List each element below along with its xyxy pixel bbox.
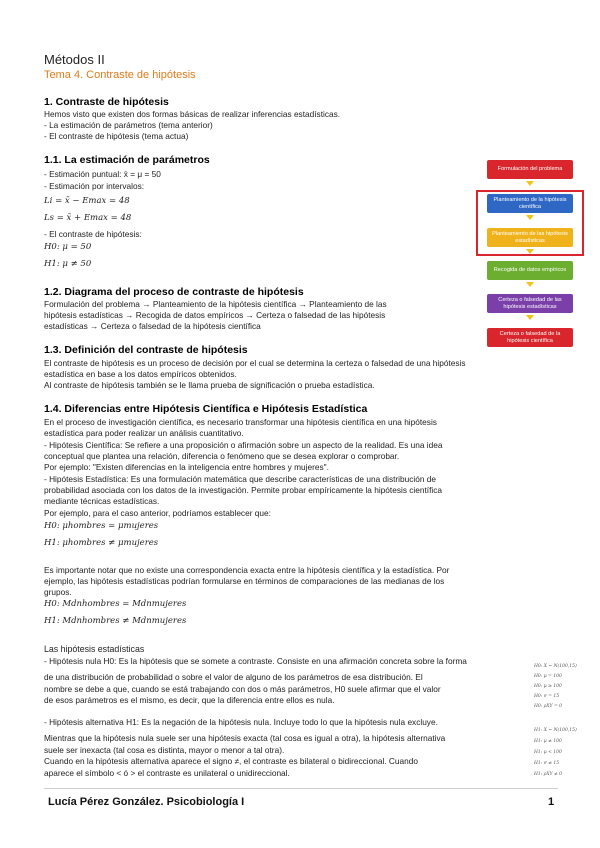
paragraph-line: nombre se debe a que, cuando se está trabajando con dos o más parámetros, H0 suele afirmar que el valor [44, 684, 441, 694]
paragraph-line: de una distribución de probabilidad o sobre el valor de alguno de los parámetros de esa distribución. El [44, 672, 423, 682]
paragraph-line: conceptual que plantea una relación, diferencia o fenómeno que se desea explorar o comprobar. [44, 451, 400, 461]
sidenote-line: H0: μ = 100 [534, 674, 562, 679]
sidenote-line: H0: σ = 15 [534, 694, 560, 699]
mean-alt-hypothesis-formula: H1: μhombres ≠ μmujeres [44, 538, 159, 548]
page-number: 1 [548, 796, 555, 808]
sidenote-line: H0: μ ≥ 100 [534, 684, 562, 689]
sidenote-line: H1: ρXY ≠ 0 [534, 772, 563, 777]
paragraph-line: En el proceso de investigación científica, es necesario transformar una hipótesis científica en una hipótesis [44, 417, 437, 427]
null-hypothesis-formula: H0: μ = 50 [44, 242, 92, 252]
flow-step-scientific-certainty: Certeza o falsedad de la hipótesis científica [487, 328, 573, 347]
document-title: Métodos II [44, 52, 105, 67]
paragraph-line: - Hipótesis alternativa H1: Es la negación de la hipótesis nula. Incluye todo lo que la hipótesis nula excluye. [44, 717, 438, 727]
flow-step-scientific-hypothesis: Planteamiento de la hipótesis científica [487, 194, 573, 213]
section-1-2-heading: 1.2. Diagrama del proceso de contraste de hipótesis [44, 286, 304, 298]
section-1-1-heading: 1.1. La estimación de parámetros [44, 154, 210, 166]
paragraph-line: Hemos visto que existen dos formas básicas de realizar inferencias estadísticas. [44, 109, 341, 119]
flow-arrow-icon [526, 315, 534, 320]
paragraph-line: Por ejemplo, para el caso anterior, podríamos establecer que: [44, 508, 271, 518]
paragraph-line: El contraste de hipótesis es un proceso de decisión por el cual se determina la certeza o falsedad de una hipótesis [44, 358, 466, 368]
subsection-heading: Las hipótesis estadísticas [44, 644, 145, 654]
upper-limit-formula: Ls = x̄ + Emax = 48 [44, 213, 132, 223]
flow-arrow-icon [526, 181, 534, 186]
mean-null-hypothesis-formula: H0: μhombres = μmujeres [44, 521, 159, 531]
paragraph-line: - Hipótesis nula H0: Es la hipótesis que se somete a contraste. Consiste en una afirmación concreta sobre la forma [44, 656, 467, 666]
flow-arrow-icon [526, 282, 534, 287]
paragraph-line: hipótesis estadísticas → Recogida de datos empíricos → Certeza o falsedad de las hipótesis [44, 310, 386, 320]
alt-hypothesis-formula: H1: μ ≠ 50 [44, 259, 92, 269]
interval-estimation-line: - Estimación por intervalos: [44, 181, 145, 191]
paragraph-line: grupos. [44, 587, 72, 597]
paragraph-line: suele ser inexacta (tal cosa es distinta, mayor o menor a tal otra). [44, 745, 285, 755]
footer-divider [44, 788, 558, 789]
flow-step-problem: Formulación del problema [487, 160, 573, 179]
paragraph-line: ejemplo, las hipótesis estadísticas podrían formularse en términos de comparaciones de las medianas de los [44, 576, 445, 586]
sidenote-line: H0: ρXY = 0 [534, 704, 563, 709]
paragraph-line: aparece el símbolo < ó > el contraste es unilateral o unidireccional. [44, 768, 290, 778]
sidenote-line: H1: σ ≠ 15 [534, 761, 560, 766]
paragraph-line: de esos parámetros es el mismo, es decir, que la diferencia entre ellos es nula. [44, 695, 335, 705]
median-alt-hypothesis-formula: H1: Mdnhombres ≠ Mdnmujeres [44, 616, 187, 626]
paragraph-line: - Hipótesis Científica: Se refiere a una proposición o afirmación sobre un aspecto de la realidad. Es una idea [44, 440, 443, 450]
paragraph-line: Formulación del problema → Planteamiento de la hipótesis científica → Planteamiento de las [44, 299, 387, 309]
flow-step-statistical-hypotheses: Planteamiento de las hipótesis estadísticas [487, 228, 573, 247]
section-1-heading: 1. Contraste de hipótesis [44, 96, 169, 108]
flow-step-data-collection: Recogida de datos empíricos [487, 261, 573, 280]
paragraph-line: - El contraste de hipótesis (tema actua) [44, 131, 189, 141]
median-null-hypothesis-formula: H0: Mdnhombres = Mdnmujeres [44, 599, 187, 609]
paragraph-line: Al contraste de hipótesis también se le llama prueba de significación o prueba estadística. [44, 380, 375, 390]
paragraph-line: probabilidad asociada con los datos de la investigación. Permite probar empíricamente la hipótesis científica [44, 485, 443, 495]
lower-limit-formula: Li = x̄ − Emax = 48 [44, 196, 130, 206]
paragraph-line: estadísticas → Certeza o falsedad de la hipótesis científica [44, 321, 261, 331]
paragraph-line: Cuando en la hipótesis alternativa aparece el signo ≠, el contraste es bilateral o bidireccional. Cuando [44, 756, 418, 766]
paragraph-line: estadística en base a los datos empíricos obtenidos. [44, 369, 237, 379]
section-1-3-heading: 1.3. Definición del contraste de hipótesis [44, 344, 248, 356]
sidenote-line: H1: X ~ N(100,15) [534, 728, 577, 733]
highlight-frame [476, 190, 584, 256]
paragraph-line: mediante técnicas estadísticas. [44, 496, 160, 506]
sidenote-line: H1: μ ≠ 100 [534, 739, 562, 744]
paragraph-line: Por ejemplo: "Existen diferencias en la inteligencia entre hombres y mujeres". [44, 462, 329, 472]
footer-author: Lucía Pérez González. Psicobiología I [48, 796, 245, 808]
paragraph-line: Es importante notar que no existe una correspondencia exacta entre la hipótesis científica y la estadística. Por [44, 565, 450, 575]
sidenote-line: H1: μ < 100 [534, 750, 562, 755]
paragraph-line: estadística para poder realizar un análisis cuantitativo. [44, 428, 244, 438]
section-1-4-heading: 1.4. Diferencias entre Hipótesis Científica e Hipótesis Estadística [44, 403, 368, 415]
punctual-estimation-line: - Estimación puntual: x̄ = μ = 50 [44, 169, 161, 179]
document-subtitle: Tema 4. Contraste de hipótesis [44, 69, 196, 81]
sidenote-line: H0: X ~ N(100,15) [534, 664, 577, 669]
paragraph-line: - Hipótesis Estadística: Es una formulación matemática que describe características de una distribución de [44, 474, 436, 484]
contrast-line: - El contraste de hipótesis: [44, 229, 142, 239]
paragraph-line: Mientras que la hipótesis nula suele ser una hipótesis exacta (tal cosa es igual a otra), la hipótesis alternativa [44, 733, 446, 743]
flow-step-statistical-certainty: Certeza o falsedad de las hipótesis estadísticas [487, 294, 573, 313]
paragraph-line: - La estimación de parámetros (tema anterior) [44, 120, 213, 130]
